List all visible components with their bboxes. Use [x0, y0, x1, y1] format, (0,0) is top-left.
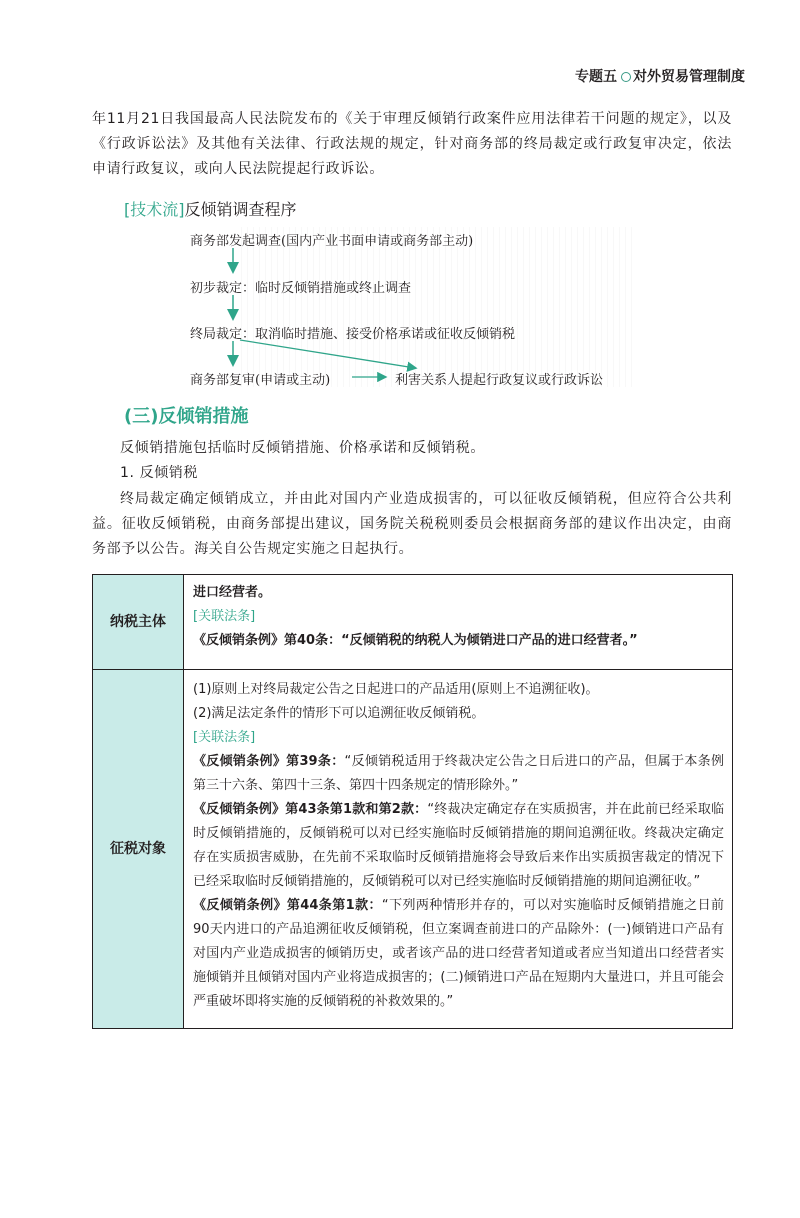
law-tag: [关联法条]: [193, 609, 256, 624]
flow-title: 反倾销调查程序: [184, 200, 297, 219]
flow-step-5: 利害关系人提起行政复议或行政诉讼: [395, 373, 604, 388]
table-row: [93, 670, 733, 1029]
law-text: “下列两种情形并存的，可以对实施临时反倾销措施之日前90天内进口的产品追溯征收反倾销税，但立案调查前进口的产品除外：(一)倾销进口产品有对国内产业造成损害的倾销历史，或者该产品的进口经营者知道或者应当知道出口经营者实施倾销并且倾销对国内产业将造成损害的；(二)倾销进口产品在短期内大量进口，并且可能会严重破坏即将实施的反倾销税的补救效果的。”: [193, 898, 724, 1009]
chapter-label: 专题五: [575, 69, 617, 85]
intro-paragraph: 年11月21日我国最高人民法院发布的《关于审理反倾销行政案件应用法律若干问题的规定》，以及《行政诉讼法》及其他有关法律、行政法规的规定，针对商务部的终局裁定或行政复审决定，依法申请行政复议，或向人民法院提起行政诉讼。: [92, 111, 732, 177]
section-subheading: 1. 反倾销税: [120, 465, 199, 481]
law-ref: 《反倾销条例》第44条第1款：: [193, 898, 382, 913]
law-ref: 《反倾销条例》第40条：: [193, 633, 342, 648]
law-40: [193, 629, 724, 653]
row-head-taxpayer: 纳税主体: [93, 575, 184, 670]
law-text: “反倾销税适用于终裁决定公告之日后进口的产品，但属于本条例第三十六条、第四十三条、第四十四条规定的情形除外。”: [193, 754, 724, 793]
flow-step-1: 商务部发起调查(国内产业书面申请或商务部主动): [190, 234, 474, 249]
row-head-object: 征税对象: [93, 670, 184, 1029]
section-paragraph-2: 终局裁定确定倾销成立，并由此对国内产业造成损害的，可以征收反倾销税，但应符合公共利益。征收反倾销税，由商务部提出建议，国务院关税税则委员会根据商务部的建议作出决定，由商务部予以公告。海关自公告规定实施之日起执行。: [92, 491, 732, 557]
flow-step-3: 终局裁定：取消临时措施、接受价格承诺或征收反倾销税: [190, 327, 516, 342]
tag-open: [: [124, 200, 131, 219]
law-43: [193, 798, 724, 894]
flow-step-4: 商务部复审(申请或主动): [190, 373, 331, 388]
row-body-object: [184, 670, 733, 1029]
law-tag: [关联法条]: [193, 730, 256, 745]
flow-step-2: 初步裁定：临时反倾销措施或终止调查: [190, 281, 412, 296]
tax-table: [92, 574, 733, 1029]
law-text: “终裁决定确定存在实质损害，并在此前已经采取临时反倾销措施的，反倾销税可以对已经实施临时反倾销措施的期间追溯征收。终裁决定确定存在实质损害威胁，在先前不采取临时反倾销措施将会导致后来作出实质损害裁定的情况下已经采取临时反倾销措施的，反倾销税可以对已经实施临时反倾销措施的期间追溯征收。”: [193, 802, 724, 889]
section-paragraph-1: 反倾销措施包括临时反倾销措施、价格承诺和反倾销税。: [120, 440, 485, 456]
tech-tag: 技术流: [130, 200, 179, 219]
tag-close: ]: [178, 200, 185, 219]
law-ref: 《反倾销条例》第43条第1款和第2款：: [193, 802, 428, 817]
law-44: [193, 894, 724, 1014]
law-39: [193, 750, 724, 798]
taxpayer-line: 进口经营者。: [193, 585, 272, 600]
law-text: “反倾销税的纳税人为倾销进口产品的进口经营者。”: [341, 633, 638, 648]
arrow-diagonal: [240, 340, 415, 368]
row-body-taxpayer: [184, 575, 733, 670]
law-ref: 《反倾销条例》第39条：: [193, 754, 345, 769]
section-title: (三)反倾销措施: [124, 406, 249, 427]
chapter-title: 对外贸易管理制度: [633, 69, 745, 85]
object-line-1: (1)原则上对终局裁定公告之日起进口的产品适用(原则上不追溯征收)。: [193, 682, 599, 697]
table-row: [93, 575, 733, 670]
object-line-2: (2)满足法定条件的情形下可以追溯征收反倾销税。: [193, 706, 485, 721]
flowchart: [0, 0, 800, 400]
